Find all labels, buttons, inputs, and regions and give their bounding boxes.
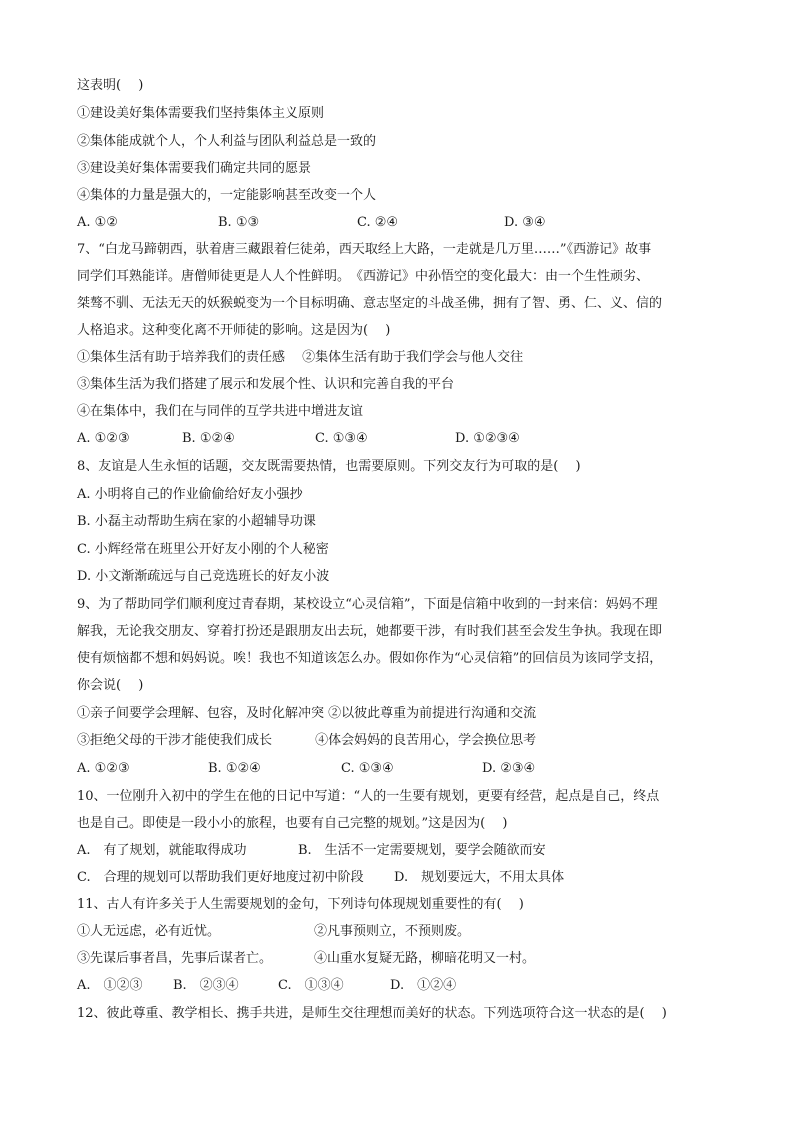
q9-option-d: D. ②③④: [482, 761, 536, 776]
q10-options-row-1: [77, 842, 727, 860]
q12-stem: 12、彼此尊重、教学相长、携手共进，是师生交往理想而美好的状态。下列选项符合这一状态的是( ): [77, 1006, 667, 1021]
q9-option-c: C. ①③④: [341, 761, 394, 776]
q7-statement-4: ④在集体中，我们在与同伴的互学共进中增进友谊: [77, 404, 364, 419]
q9-option-a: A. ①②③: [77, 761, 130, 776]
q8-option-b: B. 小磊主动帮助生病在家的小超辅导功课: [77, 514, 316, 529]
q9-stem-line-3: 使有烦恼都不想和妈妈说。唉！我也不知道该怎么办。假如你作为“心灵信箱”的回信员为该同学支招，: [77, 651, 663, 666]
q7-statement-1-2: ①集体生活有助于培养我们的责任感 ②集体生活有助于我们学会与他人交往: [77, 350, 524, 365]
q9-option-b: B. ①②④: [208, 761, 261, 776]
q8-option-a: A. 小明将自己的作业偷偷给好友小强抄: [77, 487, 303, 502]
q6-option-b: B. ①③: [218, 215, 260, 230]
q6-statement-1: ①建设美好集体需要我们坚持集体主义原则: [77, 106, 325, 121]
q10-stem-line-1: 10、一位刚升入初中的学生在他的日记中写道：“人的一生要有规划，更要有经营，起点是自己，终点: [77, 789, 660, 804]
q7-stem-line-2: 同学们耳熟能详。唐僧师徒更是人人个性鲜明。 《西游记》中孙悟空的变化最大：由一个生性顽劣、: [77, 269, 650, 284]
q10-stem-line-2: 也是自己。即使是一段小小的旅程，也要有自己完整的规划。”这是因为( ): [77, 816, 508, 831]
q11-option-a: A. ①②③: [77, 978, 143, 993]
q6-options: [77, 214, 727, 232]
q6-stem-tail: 这表明( ): [77, 78, 144, 93]
q11-stem: 11、古人有许多关于人生需要规划的金句，下列诗句体现规划重要性的有( ): [77, 897, 524, 912]
q10-option-a: A. 有了规划，就能取得成功: [77, 843, 247, 858]
q6-statement-3: ③建设美好集体需要我们确定共同的愿景: [77, 161, 312, 176]
q8-stem: 8、友谊是人生永恒的话题，交友既需要热情，也需要原则。下列交友行为可取的是( ): [77, 459, 581, 474]
q8-option-d: D. 小文渐渐疏远与自己竞选班长的好友小波: [77, 569, 330, 584]
q11-statement-4: ④山重水复疑无路，柳暗花明又一村。: [314, 951, 536, 966]
q6-option-d: D. ③④: [504, 215, 546, 230]
q9-statement-3-4: ③拒绝父母的干涉才能使我们成长 ④体会妈妈的良苦用心，学会换位思考: [77, 733, 537, 748]
q7-options: [77, 430, 727, 448]
q9-stem-line-4: 你会说( ): [77, 678, 144, 693]
q10-option-c: C. 合理的规划可以帮助我们更好地度过初中阶段: [77, 870, 364, 885]
q7-stem-line-1: 7、“白龙马蹄朝西，驮着唐三藏跟着仨徒弟，西天取经上大路，一走就是几万里……”《西游记》故事: [77, 242, 652, 257]
q11-statements-row-1: [77, 923, 727, 941]
q7-option-c: C. ①③④: [315, 431, 368, 446]
q11-options: [77, 977, 727, 995]
q6-statement-2: ②集体能成就个人，个人利益与团队利益总是一致的: [77, 134, 377, 149]
q10-options-row-2: [77, 869, 727, 887]
q9-options: [77, 760, 727, 778]
q11-statements-row-2: [77, 950, 727, 968]
q10-option-d: D. 规划要远大，不用太具体: [394, 870, 565, 885]
q6-option-a: A. ①②: [77, 215, 118, 230]
q9-statement-1-2: ①亲子间要学会理解、包容，及时化解冲突 ②以彼此尊重为前提进行沟通和交流: [77, 706, 537, 721]
q11-option-d: D. ①②④: [390, 978, 457, 993]
q6-statement-4: ④集体的力量是强大的，一定能影响甚至改变一个人: [77, 188, 377, 203]
q7-option-a: A. ①②③: [77, 431, 130, 446]
q11-option-c: C. ①③④: [278, 978, 344, 993]
q7-option-d: D. ①②③④: [455, 431, 520, 446]
q7-statement-3: ③集体生活为我们搭建了展示和发展个性、认识和完善自我的平台: [77, 377, 455, 392]
q9-stem-line-1: 9、为了帮助同学们顺利度过青春期，某校设立“心灵信箱”，下面是信箱中收到的一封来信：妈妈不理: [77, 597, 658, 612]
q7-stem-line-3: 桀骜不驯、无法无天的妖猴蜕变为一个目标明确、意志坚定的斗战圣佛，拥有了智、勇、仁、义、信的: [77, 296, 663, 311]
q6-option-c: C. ②④: [357, 215, 399, 230]
q11-statement-1: ①人无远虑，必有近忧。: [77, 924, 221, 939]
q8-option-c: C. 小辉经常在班里公开好友小刚的个人秘密: [77, 542, 329, 557]
q7-stem-line-4: 人格追求。这种变化离不开师徒的影响。这是因为( ): [77, 323, 391, 338]
q11-option-b: B. ②③④: [173, 978, 239, 993]
q9-stem-line-2: 解我，无论我交朋友、穿着打扮还是跟朋友出去玩，她都要干涉，有时我们甚至会发生争执。我现在即: [77, 624, 663, 639]
q7-option-b: B. ①②④: [182, 431, 235, 446]
q10-option-b: B. 生活不一定需要规划，要学会随欲而安: [298, 843, 546, 858]
q11-statement-3: ③先谋后事者昌，先事后谋者亡。: [77, 951, 273, 966]
q11-statement-2: ②凡事预则立，不预则废。: [314, 924, 471, 939]
